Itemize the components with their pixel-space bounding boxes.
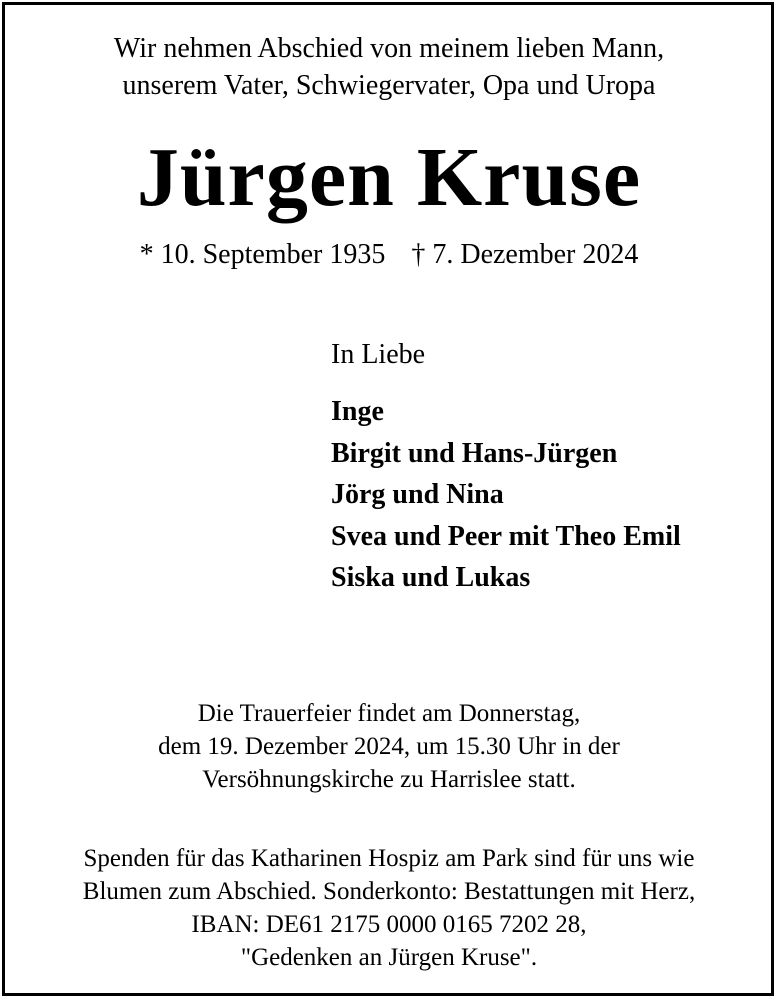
family-member: Inge (331, 396, 384, 427)
service-line-2: dem 19. Dezember 2024, um 15.30 Uhr in der (158, 733, 620, 760)
service-line-1: Die Trauerfeier findet am Donnerstag, (197, 700, 581, 727)
donation-line-3: IBAN: DE61 2175 0000 0165 7202 28, (191, 911, 587, 938)
life-dates (0, 237, 778, 273)
family-members (331, 391, 771, 599)
family-signature (331, 337, 771, 599)
service-line-3: Versöhnungskirche zu Harrislee statt. (202, 766, 576, 793)
family-intro: In Liebe (331, 339, 426, 370)
family-member: Siska und Lukas (331, 562, 531, 593)
funeral-service-notice (0, 697, 778, 796)
birth-date: * 10. September 1935 (139, 239, 386, 270)
donation-line-1: Spenden für das Katharinen Hospiz am Park sind für uns wie (83, 845, 695, 872)
farewell-intro-line-2: unserem Vater, Schwiegervater, Opa und Uropa (122, 70, 656, 101)
farewell-intro-line-1: Wir nehmen Abschied von meinem lieben Mann, (113, 33, 665, 64)
donation-line-2: Blumen zum Abschied. Sonderkonto: Bestattungen mit Herz, (82, 878, 696, 905)
family-member: Jörg und Nina (331, 479, 504, 510)
family-member: Birgit und Hans-Jürgen (331, 437, 618, 469)
donation-line-4: "Gedenken an Jürgen Kruse". (240, 944, 538, 971)
family-member: Svea und Peer mit Theo Emil (331, 520, 681, 552)
death-date: † 7. Dezember 2024 (411, 239, 639, 270)
donation-notice (0, 842, 778, 974)
farewell-intro (0, 30, 778, 104)
deceased-name: Jürgen Kruse (136, 131, 642, 224)
